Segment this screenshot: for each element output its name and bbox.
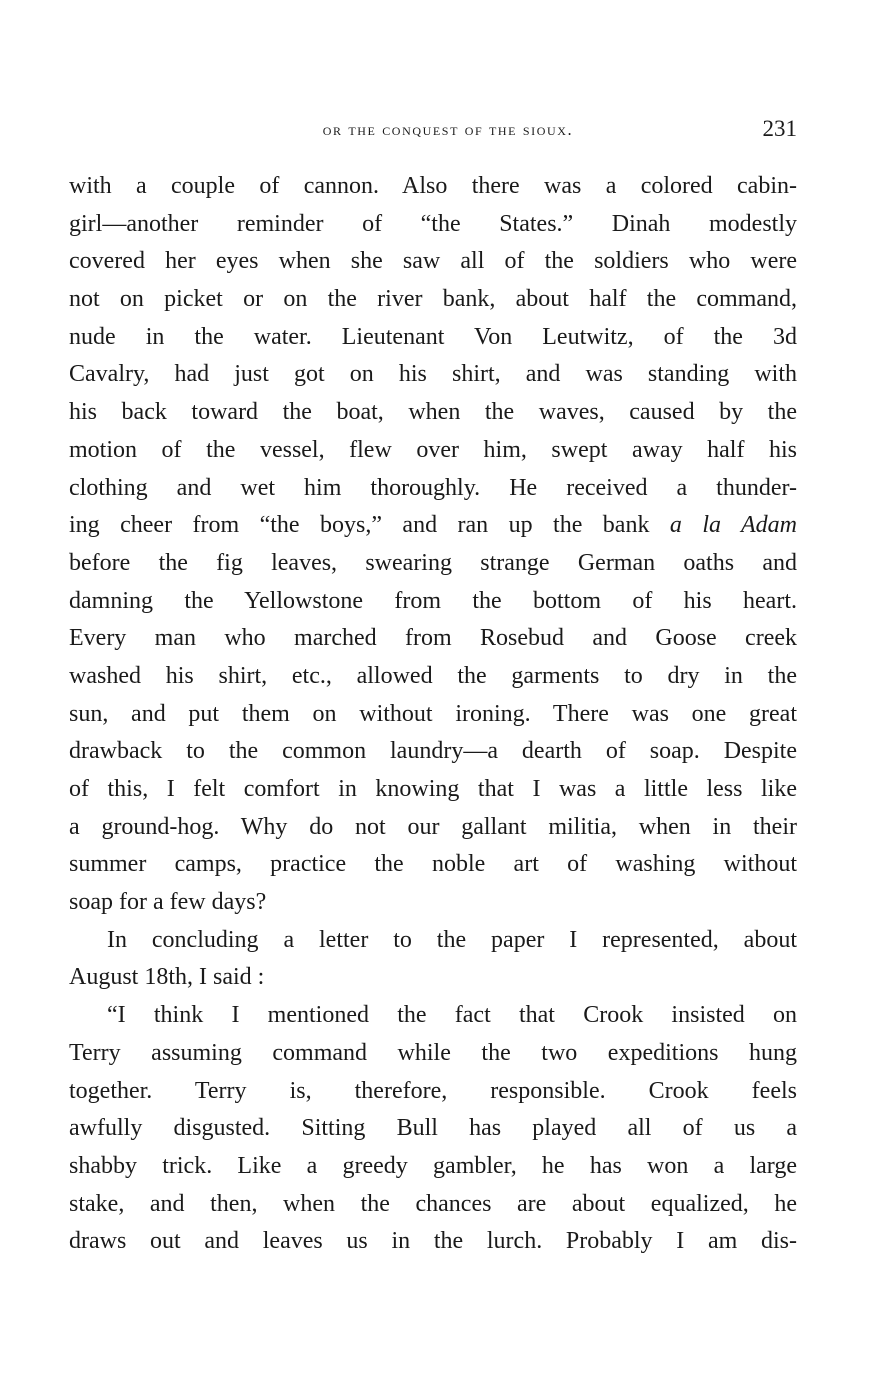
text-line: sun, and put them on without ironing. There was one great [69,700,797,727]
text-line: damning the Yellowstone from the bottom of his heart. [69,587,797,614]
text-line: soap for a few days? [69,889,267,916]
text-line: summer camps, practice the noble art of washing without [69,851,797,878]
text-line: covered her eyes when she saw all of the soldiers who were [69,248,797,275]
page-number: 231 [762,116,797,141]
text-line: his back toward the boat, when the waves, caused by the [69,399,797,426]
text-line: August 18th, I said : [69,964,265,991]
text-line: clothing and wet him thoroughly. He received a thunder- [69,474,797,501]
text-line: a ground-hog. Why do not our gallant militia, when in their [69,813,797,840]
paragraph-first-line: In concluding a letter to the paper I represented, about [107,926,797,953]
text-line: together. Terry is, therefore, responsible. Crook feels [69,1077,797,1104]
text-line: draws out and leaves us in the lurch. Probably I am dis- [69,1228,797,1255]
text-line: shabby trick. Like a greedy gambler, he has won a large [69,1152,797,1179]
text-line: before the fig leaves, swearing strange German oaths and [69,549,797,576]
text-line: stake, and then, when the chances are about equalized, he [69,1190,797,1217]
text-line: nude in the water. Lieutenant Von Leutwitz, of the 3d [69,323,797,350]
body-text [69,168,797,1261]
italic-phrase: a la Adam [669,512,797,539]
text-line: washed his shirt, etc., allowed the garments to dry in the [69,662,797,689]
text-line-with-italic [69,507,797,545]
text-line: awfully disgusted. Sitting Bull has played all of us a [69,1115,797,1142]
text-line: with a couple of cannon. Also there was a colored cabin- [69,173,797,199]
text-line: drawback to the common laundry—a dearth of soap. Despite [69,738,797,765]
running-head [73,116,797,146]
text-line: girl—another reminder of “the States.” Dinah modestly [69,210,797,237]
text-line: Every man who marched from Rosebud and Goose creek [69,625,797,652]
text-line: of this, I felt comfort in knowing that I was a little less like [69,776,797,802]
text-line: Cavalry, had just got on his shirt, and was standing with [69,361,797,388]
text-line: not on picket or on the river bank, about half the command, [69,286,797,313]
text-line: motion of the vessel, flew over him, swept away half his [69,436,797,463]
running-title: or the conquest of the sioux. [322,120,574,139]
text-segment: ing cheer from “the boys,” and ran up the bank [69,512,650,539]
paragraph-first-line: “I think I mentioned the fact that Crook insisted on [107,1002,797,1029]
text-line: Terry assuming command while the two expeditions hung [69,1039,797,1066]
